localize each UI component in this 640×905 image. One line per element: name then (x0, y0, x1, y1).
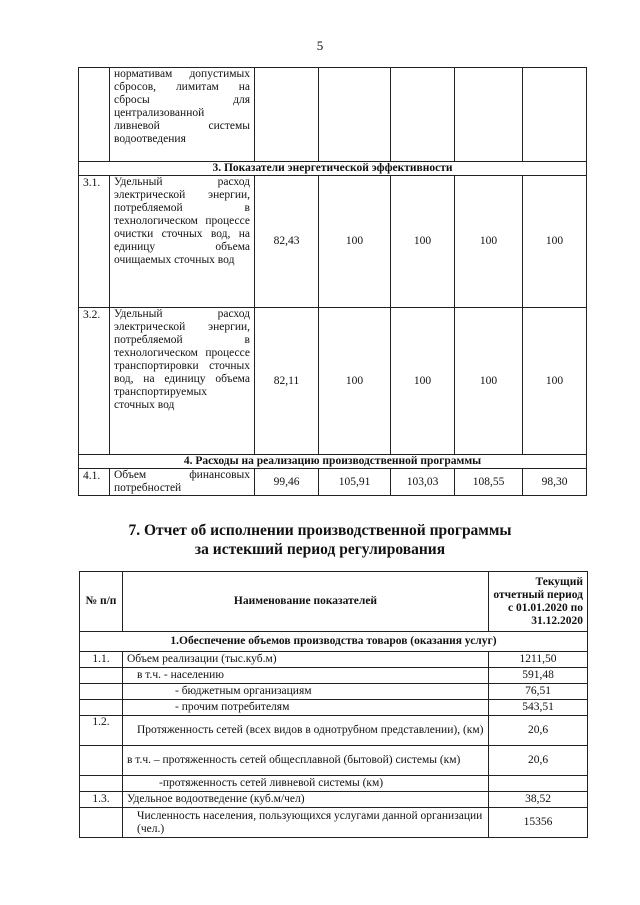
indicator-name-cell: Объем реализации (тыс.куб.м) (123, 652, 489, 668)
value-cell: 591,48 (489, 668, 588, 684)
value-cell (255, 68, 319, 162)
section-row (79, 455, 587, 469)
section-row (79, 162, 587, 176)
table-row (79, 469, 587, 496)
indicator-name-cell: Удельный расход электрической энергии, потребляемой в технологическом процессе транспортировки сточных вод, на единицу объема транспортируемых сточных вод (110, 308, 255, 455)
value-cell: 100 (319, 176, 391, 308)
section-title: 3. Показатели энергетической эффективности (79, 162, 587, 176)
header-row (80, 572, 588, 632)
value-cell: 108,55 (455, 469, 523, 496)
row-number-cell (80, 776, 123, 792)
table-row (80, 700, 588, 716)
row-number-cell (80, 668, 123, 684)
value-cell (523, 68, 587, 162)
table-row (80, 716, 588, 746)
row-number-cell (80, 808, 123, 838)
indicator-name-cell: -протяженность сетей ливневой системы (км) (123, 776, 489, 792)
section-title: 1.Обеспечение объемов производства товаров (оказания услуг) (80, 632, 588, 652)
value-cell: 20,6 (489, 716, 588, 746)
indicator-name-cell: - прочим потребителям (123, 700, 489, 716)
value-cell: 100 (455, 308, 523, 455)
row-number-cell: 4.1. (79, 469, 110, 496)
table-row (80, 746, 588, 776)
value-cell (391, 68, 455, 162)
indicator-name-cell: Объем финансовых потребностей (110, 469, 255, 496)
value-cell: 98,30 (523, 469, 587, 496)
table-row (79, 176, 587, 308)
value-cell (455, 68, 523, 162)
section-row (80, 632, 588, 652)
value-cell: 1211,50 (489, 652, 588, 668)
row-number-cell (79, 68, 110, 162)
indicator-name-cell: Численность населения, пользующихся услугами данной организации (чел.) (123, 808, 489, 838)
indicator-name-cell: - бюджетным организациям (123, 684, 489, 700)
value-cell: 100 (391, 308, 455, 455)
indicator-name-cell: Протяженность сетей (всех видов в однотрубном представлении), (км) (123, 716, 489, 746)
value-cell: 100 (523, 308, 587, 455)
page-number: 5 (316, 38, 324, 53)
row-number-cell: 3.2. (79, 308, 110, 455)
table-row (80, 792, 588, 808)
row-number-cell (80, 700, 123, 716)
indicator-name-cell: Удельное водоотведение (куб.м/чел) (123, 792, 489, 808)
row-number-cell (80, 684, 123, 700)
value-cell: 103,03 (391, 469, 455, 496)
table-row (80, 652, 588, 668)
indicator-name-cell: Удельный расход электрической энергии, потребляемой в технологическом процессе очистки сточных вод, на единицу объема очищаемых сточных вод (110, 176, 255, 308)
value-cell: 100 (523, 176, 587, 308)
value-cell (489, 776, 588, 792)
row-number-cell: 3.1. (79, 176, 110, 308)
indicator-name-cell: в т.ч. - населению (123, 668, 489, 684)
table-row (80, 776, 588, 792)
indicator-name-cell: нормативам допустимых сбросов, лимитам на сбросы для централизованной ливневой системы водоотведения (110, 68, 255, 162)
header-number: № п/п (80, 572, 123, 632)
table-row (80, 668, 588, 684)
report-table (79, 571, 588, 838)
table-row (79, 68, 587, 162)
row-number-cell (80, 746, 123, 776)
section-heading (0, 521, 640, 559)
indicators-table (78, 67, 587, 496)
header-period: Текущий отчетный период с 01.01.2020 по 31.12.2020 (489, 572, 588, 632)
table-row (80, 684, 588, 700)
section-title: 4. Расходы на реализацию производственной программы (79, 455, 587, 469)
row-number-cell: 1.3. (80, 792, 123, 808)
value-cell: 82,11 (255, 308, 319, 455)
value-cell: 100 (319, 308, 391, 455)
table-row (80, 808, 588, 838)
value-cell: 15356 (489, 808, 588, 838)
value-cell: 82,43 (255, 176, 319, 308)
value-cell: 105,91 (319, 469, 391, 496)
value-cell: 543,51 (489, 700, 588, 716)
row-number-cell: 1.1. (80, 652, 123, 668)
header-name: Наименование показателей (123, 572, 489, 632)
value-cell: 76,51 (489, 684, 588, 700)
value-cell: 38,52 (489, 792, 588, 808)
indicator-name-cell: в т.ч. – протяженность сетей общесплавной (бытовой) системы (км) (123, 746, 489, 776)
heading-line: 7. Отчет об исполнении производственной программы (128, 522, 512, 539)
table-row (79, 308, 587, 455)
row-number-cell: 1.2. (80, 716, 123, 746)
value-cell: 100 (455, 176, 523, 308)
value-cell: 20,6 (489, 746, 588, 776)
value-cell: 99,46 (255, 469, 319, 496)
heading-line: за истекший период регулирования (194, 541, 446, 558)
value-cell (319, 68, 391, 162)
value-cell: 100 (391, 176, 455, 308)
